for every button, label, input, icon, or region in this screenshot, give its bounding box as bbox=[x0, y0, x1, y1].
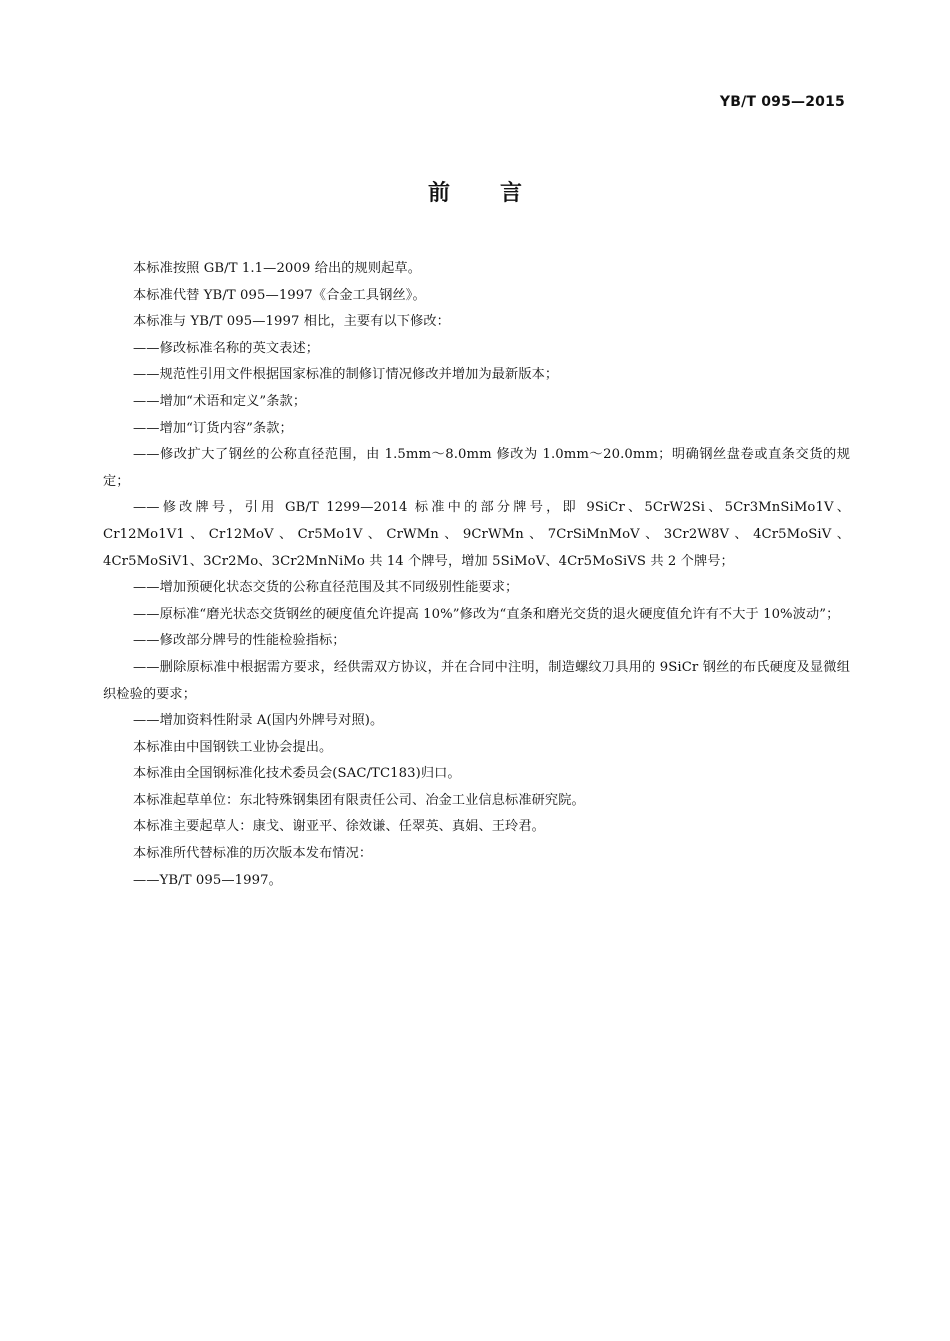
change-item-performance: ——修改部分牌号的性能检验指标； bbox=[133, 633, 346, 649]
paragraph-drafting-units: 本标准起草单位：东北特殊钢集团有限责任公司、冶金工业信息标准研究院。 bbox=[133, 792, 585, 808]
change-item-annex-a: ——增加资料性附录 A(国内外牌号对照)。 bbox=[133, 713, 384, 729]
paragraph-proposed-by: 本标准由中国钢铁工业协会提出。 bbox=[133, 739, 333, 755]
change-item-prehardened: ——增加预硬化状态交货的公称直径范围及其不同级别性能要求； bbox=[133, 580, 519, 596]
paragraph-drafters: 本标准主要起草人：康戈、谢亚平、徐效谦、任翠英、真娟、王玲君。 bbox=[133, 819, 545, 835]
change-item-diameter-range: ——修改扩大了钢丝的公称直径范围，由 1.5mm～8.0mm 修改为 1.0mm～20.0mm；明确钢丝盘卷或直条交货的规定； bbox=[103, 447, 850, 489]
change-item-hardness: ——原标准“磨光状态交货钢丝的硬度值允许提高 10%”修改为“直条和磨光交货的退火硬度值允许有不大于 10%波动”； bbox=[133, 606, 840, 622]
paragraph-changes-intro: 本标准与 YB/T 095—1997 相比，主要有以下修改： bbox=[133, 314, 450, 330]
page-title: 前言 bbox=[427, 181, 572, 206]
change-item-order-content: ——增加“订货内容”条款； bbox=[133, 420, 293, 436]
foreword-body bbox=[103, 256, 850, 894]
change-item-terms-definitions: ——增加“术语和定义”条款； bbox=[133, 393, 307, 409]
paragraph-drafting-rules: 本标准按照 GB/T 1.1—2009 给出的规则起草。 bbox=[133, 261, 421, 276]
previous-edition-item: ——YB/T 095—1997。 bbox=[133, 872, 282, 888]
change-item-english-name: ——修改标准名称的英文表述； bbox=[133, 340, 320, 356]
paragraph-replaces: 本标准代替 YB/T 095—1997《合金工具钢丝》。 bbox=[133, 287, 426, 303]
change-item-delete-9sicr: ——删除原标准中根据需方要求，经供需双方协议，并在合同中注明，制造螺纹刀具用的 9SiCr 钢丝的布氏硬度及显微组织检验的要求； bbox=[103, 659, 850, 702]
paragraph-previous-editions: 本标准所代替标准的历次版本发布情况： bbox=[133, 846, 373, 862]
standard-number: YB/T 095—2015 bbox=[719, 94, 845, 110]
paragraph-under-jurisdiction: 本标准由全国钢标准化技术委员会(SAC/TC183)归口。 bbox=[133, 766, 461, 782]
change-item-normative-references: ——规范性引用文件根据国家标准的制修订情况修改并增加为最新版本； bbox=[133, 367, 559, 383]
change-item-grades: ——修改牌号，引用 GB/T 1299—2014 标准中的部分牌号，即 9SiCr、5CrW2Si、5Cr3MnSiMo1V、Cr12Mo1V1、Cr12MoV、Cr5Mo1V、CrWMn、9CrWMn、7CrSiMnMoV、3Cr2W8V、4Cr5MoSiV、4Cr5MoSiV1、3Cr2Mo、3Cr2MnNiMo 共 14 个牌号，增加 5SiMoV、4Cr5MoSiVS 共 2 个牌号； bbox=[103, 500, 850, 569]
